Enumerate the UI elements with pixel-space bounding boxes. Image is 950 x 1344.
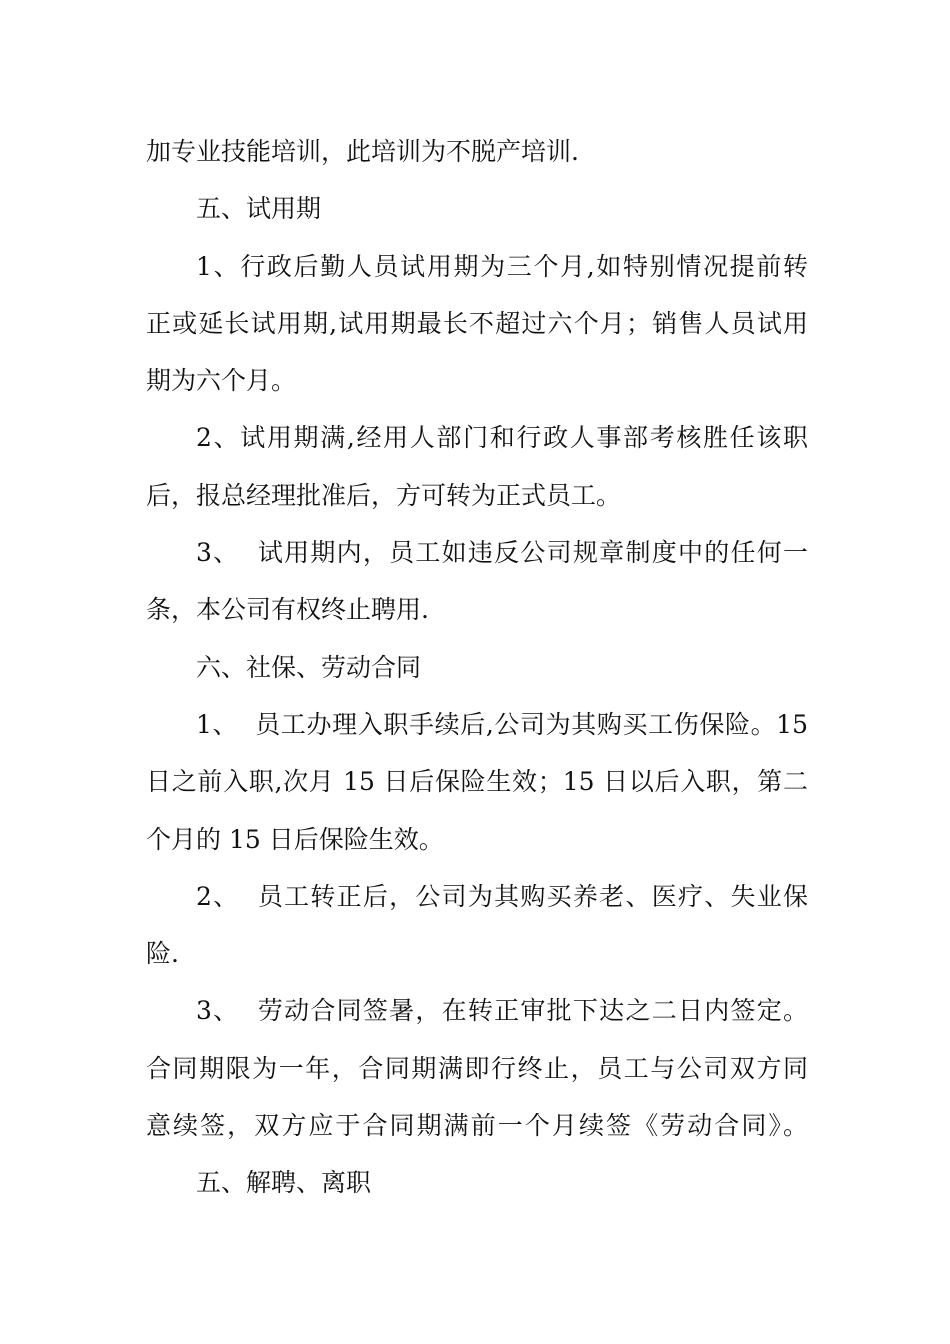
paragraph-line: 1、行政后勤人员试用期为三个月,如特别情况提前转 xyxy=(196,251,808,281)
paragraph-line: 意续签，双方应于合同期满前一个月续签《劳动合同》。 xyxy=(146,1111,808,1141)
paragraph-line: 3、 劳动合同签暑，在转正审批下达之二日内签定。 xyxy=(196,996,808,1026)
paragraph-line: 2、 员工转正后，公司为其购买养老、医疗、失业保 xyxy=(196,881,808,911)
section-heading-social-insurance: 六、社保、劳动合同 xyxy=(196,652,422,682)
paragraph-line: 日之前入职,次月 15 日后保险生效；15 日以后入职，第二 xyxy=(146,767,808,797)
section-heading-dismissal: 五、解聘、离职 xyxy=(196,1168,372,1198)
paragraph-line: 3、 试用期内，员工如违反公司规章制度中的任何一 xyxy=(196,538,808,568)
paragraph-line: 正或延长试用期,试用期最长不超过六个月；销售人员试用 xyxy=(146,308,808,338)
section-heading-probation: 五、试用期 xyxy=(196,194,322,224)
paragraph-line: 1、 员工办理入职手续后,公司为其购买工伤保险。15 xyxy=(196,709,808,739)
paragraph-line: 加专业技能培训，此培训为不脱产培训. xyxy=(146,137,579,166)
paragraph-line: 合同期限为一年，合同期满即行终止，员工与公司双方同 xyxy=(146,1053,808,1083)
paragraph-line: 期为六个月。 xyxy=(146,366,297,396)
paragraph-line: 后，报总经理批准后，方可转为正式员工。 xyxy=(146,480,622,510)
paragraph-line: 条，本公司有权终止聘用. xyxy=(146,595,429,625)
document-body xyxy=(146,123,808,1212)
paragraph-line: 2、试用期满,经用人部门和行政人事部考核胜任该职 xyxy=(196,423,808,453)
paragraph-line: 个月的 15 日后保险生效。 xyxy=(146,824,444,854)
paragraph-line: 险. xyxy=(146,939,179,969)
